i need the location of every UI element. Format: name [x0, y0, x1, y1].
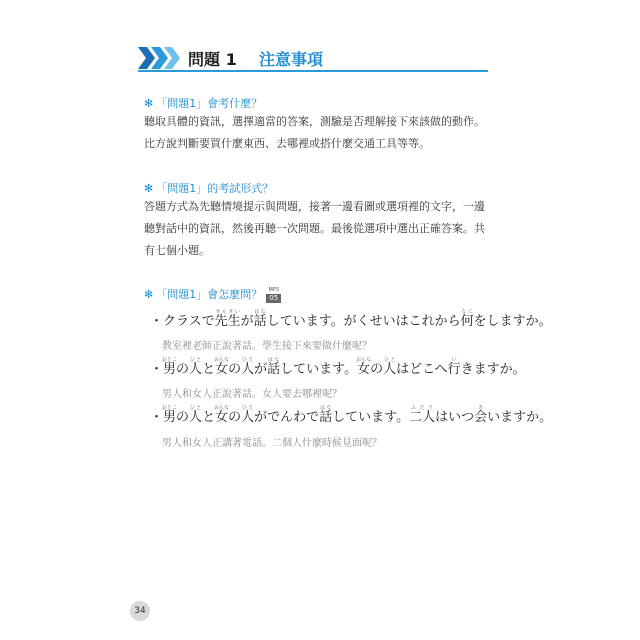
furigana-word: 行い	[447, 357, 461, 377]
sentence-text: いますか。	[487, 410, 553, 425]
sentence-text: しています。がくせいはこれから	[266, 314, 461, 329]
asterisk-icon: ✻	[144, 97, 154, 110]
sentence-text: クラスで	[163, 314, 215, 329]
example-translation-2: 男人和女人正說著話。女人要去哪裡呢？	[162, 389, 342, 400]
furigana-word: 男おとこ	[162, 405, 178, 425]
furigana-word: 人ひと	[189, 405, 203, 425]
sentence-text: が	[254, 362, 268, 377]
furigana-word: 何なに	[460, 309, 474, 329]
furigana-word: 人ひと	[189, 357, 203, 377]
furigana-word: 女おんな	[214, 405, 230, 425]
furigana-word: 女おんな	[214, 357, 230, 377]
furigana-word: 話はな	[319, 405, 333, 425]
sentence-text: をしますか。	[473, 314, 552, 329]
furigana-word: 会あ	[474, 405, 488, 425]
sentence-text: の	[176, 362, 190, 377]
question-heading-1: ✻ 「問題1」會考什麼？	[144, 97, 263, 110]
furigana-word: 人ひと	[241, 357, 255, 377]
sentence-text: の	[228, 410, 242, 425]
furigana-word: 二人ふたり	[409, 405, 436, 425]
furigana-word: 話はな	[253, 309, 267, 329]
sentence-text: が	[240, 314, 254, 329]
sentence-text: の	[176, 410, 190, 425]
sentence-text: はどこへ	[396, 362, 448, 377]
example-sentence-2	[150, 357, 526, 377]
sentence-text: と	[202, 362, 216, 377]
furigana-word: 話はな	[267, 357, 281, 377]
answer-paragraph-2: 答題方式為先聽情境提示與問題，接著一邊看圖或選項裡的文字，一邊聽對話中的資訊，然後再聽一次問題。最後從選項中選出正確答案。共有七個小題。	[144, 200, 485, 257]
question-heading-3: ✻ 「問題1」會怎麼問？ MP3 05	[144, 286, 281, 303]
bullet-mark: ・	[150, 362, 164, 377]
furigana-word: 男おとこ	[162, 357, 178, 377]
asterisk-icon: ✻	[144, 182, 154, 195]
sentence-text: がでんわで	[254, 410, 320, 425]
sentence-text: の	[228, 362, 242, 377]
furigana-word: 人ひと	[241, 405, 255, 425]
mp3-track-icon: MP3 05	[266, 288, 281, 303]
sentence-text: と	[202, 410, 216, 425]
furigana-word: 先生せんせい	[214, 309, 241, 329]
example-translation-1: 教室裡老師正說著話。學生接下來要做什麼呢？	[162, 341, 372, 352]
sentence-text: きますか。	[460, 362, 526, 377]
sentence-text: しています。	[280, 362, 358, 377]
header-rule	[138, 70, 488, 72]
example-sentence-3	[150, 405, 552, 425]
sentence-text: しています。	[332, 410, 410, 425]
bullet-mark: ・	[150, 314, 164, 329]
furigana-word: 女おんな	[356, 357, 372, 377]
example-sentence-1	[150, 309, 552, 329]
question-heading-2: ✻ 「問題1」的考試形式？	[144, 182, 274, 195]
asterisk-icon: ✻	[144, 288, 154, 301]
chevron-arrows-icon	[138, 47, 182, 69]
furigana-word: 人ひと	[383, 357, 397, 377]
section-number: 問題 1	[188, 50, 237, 69]
example-translation-3: 男人和女人正講著電話。二個人什麼時候見面呢？	[162, 438, 382, 449]
section-title: 注意事項	[259, 50, 324, 69]
answer-paragraph-1: 聽取具體的資訊，選擇適當的答案，測驗是否理解接下來該做的動作。比方說判斷要買什麼東西、去哪裡或搭什麼交通工具等等。	[144, 115, 485, 150]
sentence-text: の	[370, 362, 384, 377]
page-number: 34	[130, 601, 150, 621]
sentence-text: はいつ	[435, 410, 475, 425]
bullet-mark: ・	[150, 410, 164, 425]
